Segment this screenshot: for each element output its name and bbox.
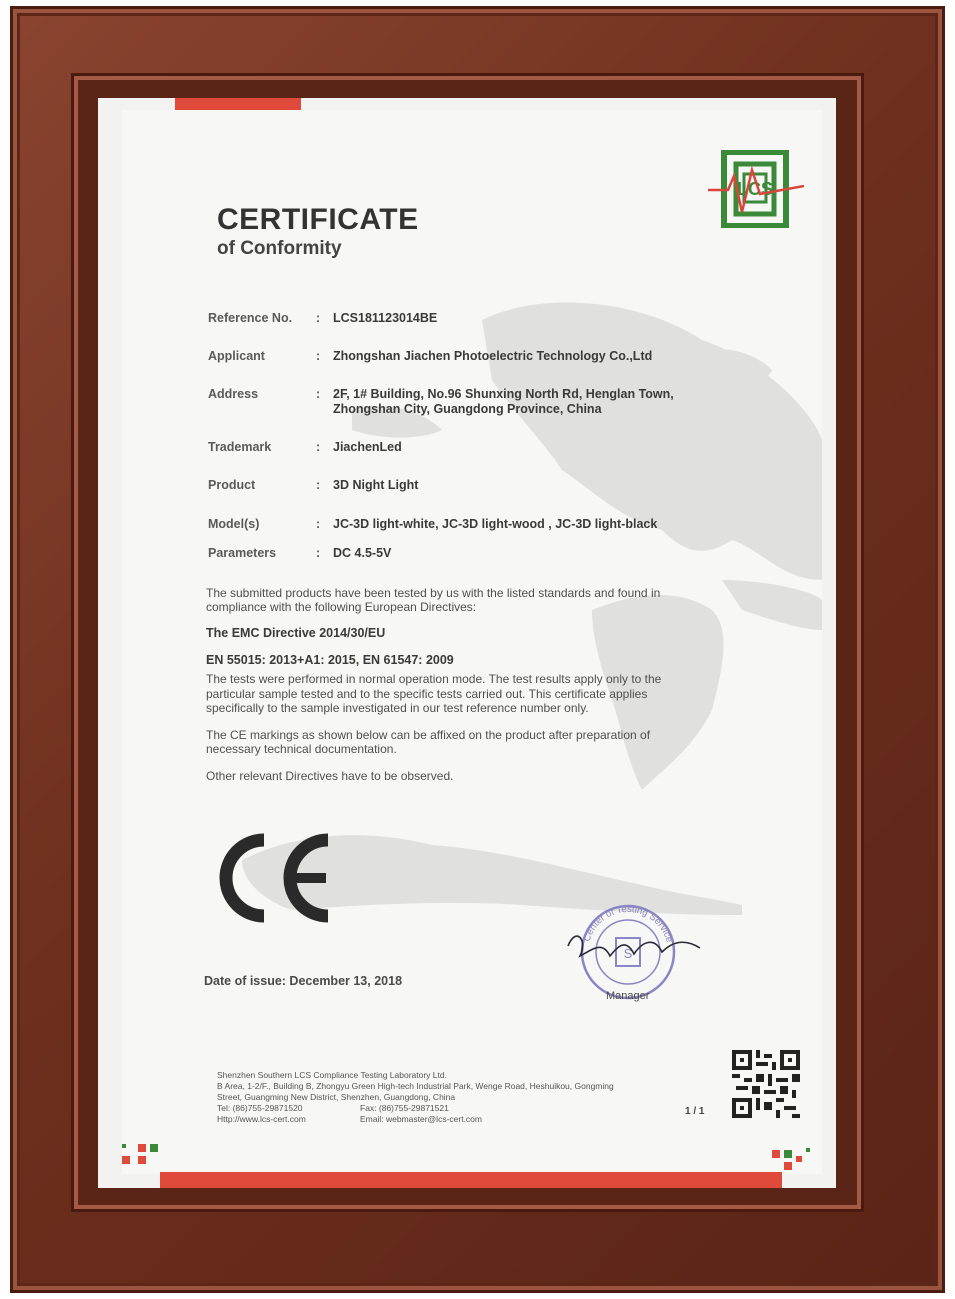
address-value-line2: Zhongshan City, Guangdong Province, China	[333, 402, 602, 416]
ce-markings-text-line1: The CE markings as shown below can be affixed on the product after preparation of	[206, 728, 651, 742]
address-colon: :	[316, 387, 321, 401]
lcs-logo	[708, 150, 804, 228]
trademark-colon: :	[316, 440, 321, 454]
ce-markings-text-line2: necessary technical documentation.	[206, 742, 397, 756]
applicant-label: Applicant	[208, 349, 265, 363]
footer-lab-name: Shenzhen Southern LCS Compliance Testing Laboratory Ltd.	[217, 1070, 447, 1080]
footer-fax: Fax: (86)755-29871521	[360, 1103, 449, 1113]
models-label: Model(s)	[208, 517, 260, 531]
manager-label: Manager	[606, 990, 650, 1002]
top-red-bar	[175, 98, 301, 110]
certificate-subtitle: of Conformity	[217, 238, 342, 259]
footer-tel: Tel: (86)755-29871520	[217, 1103, 303, 1113]
applicant-colon: :	[316, 349, 321, 363]
world-map-watermark	[122, 110, 822, 1174]
applicant-value: Zhongshan Jiachen Photoelectric Technology Co.,Ltd	[333, 349, 653, 363]
tests-text-line2: particular sample tested and to the specific tests carried out. This certificate applies	[206, 687, 648, 701]
standards-text: EN 55015: 2013+A1: 2015, EN 61547: 2009	[206, 653, 454, 667]
other-directives-text: Other relevant Directives have to be observed.	[206, 769, 454, 783]
date-of-issue: Date of issue: December 13, 2018	[204, 974, 403, 988]
trademark-value: JiachenLed	[333, 440, 402, 454]
product-value: 3D Night Light	[333, 478, 419, 492]
svg-text:S: S	[623, 946, 633, 961]
footer-address-line1: B Area, 1-2/F., Building B, Zhongyu Green High-tech Industrial Park, Wenge Road, Heshuikou, Gongming	[217, 1081, 614, 1091]
reference-label: Reference No.	[208, 311, 293, 325]
parameters-value: DC 4.5-5V	[333, 546, 392, 560]
compliance-text-line1: The submitted products have been tested by us with the listed standards and found in	[206, 586, 661, 600]
trademark-label: Trademark	[208, 440, 272, 454]
reference-value: LCS181123014BE	[333, 311, 438, 325]
address-label: Address	[208, 387, 259, 401]
stamp-ring-text: Center of Testing Service	[581, 903, 675, 944]
footer-address-line2: Street, Guangming New District, Shenzhen, Guangdong, China	[217, 1092, 456, 1102]
parameters-colon: :	[316, 546, 321, 560]
models-colon: :	[316, 517, 321, 531]
page-number: 1 / 1	[685, 1106, 705, 1117]
product-colon: :	[316, 478, 321, 492]
certificate-paper	[122, 110, 822, 1174]
footer-website: Http://www.lcs-cert.com	[217, 1114, 306, 1124]
address-value-line1: 2F, 1# Building, No.96 Shunxing North Rd, Henglan Town,	[333, 387, 674, 401]
models-value: JC-3D light-white, JC-3D light-wood , JC-3D light-black	[333, 517, 658, 531]
product-label: Product	[208, 478, 256, 492]
certificate-title: CERTIFICATE	[217, 203, 419, 236]
ce-mark	[208, 832, 334, 924]
tests-text-line1: The tests were performed in normal operation mode. The test results apply only to the	[206, 672, 662, 686]
lcs-logo-letter: LCS	[737, 179, 773, 199]
parameters-label: Parameters	[208, 546, 277, 560]
reference-colon: :	[316, 311, 321, 325]
footer-email: Email: webmaster@lcs-cert.com	[360, 1114, 482, 1124]
bottom-red-bar	[160, 1172, 782, 1188]
qr-code	[732, 1050, 800, 1118]
tests-text-line3: specifically to the sample investigated in our test reference number only.	[206, 701, 589, 715]
compliance-text-line2: compliance with the following European Directives:	[206, 600, 477, 614]
directive-text: The EMC Directive 2014/30/EU	[206, 626, 386, 640]
